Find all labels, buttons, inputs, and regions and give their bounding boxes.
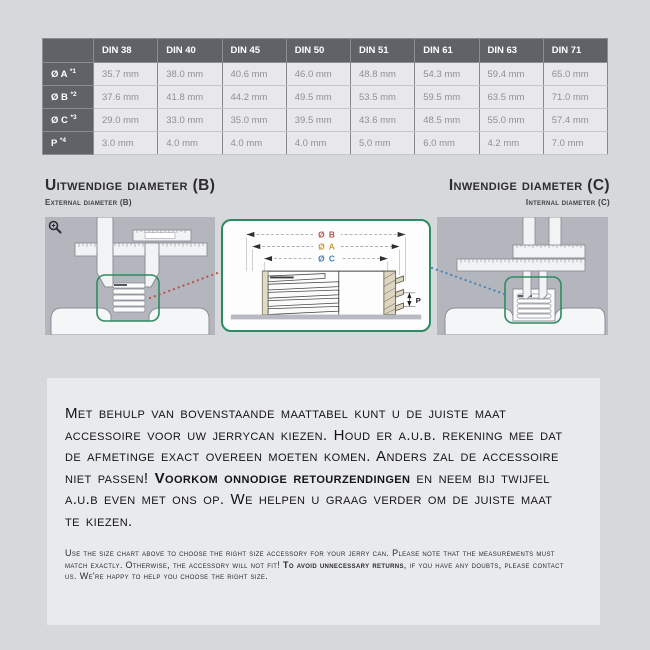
- thread-dimension-diagram: [223, 221, 429, 330]
- table-row: [43, 109, 608, 132]
- table-cell: 48.8 mm: [351, 63, 415, 86]
- column-header: DIN 63: [479, 39, 543, 63]
- table-cell: 4.0 mm: [158, 132, 222, 155]
- table-cell: 4.0 mm: [222, 132, 286, 155]
- column-header: DIN 50: [286, 39, 350, 63]
- table-cell: 35.0 mm: [222, 109, 286, 132]
- table-corner-cell: [43, 39, 94, 63]
- table-cell: 57.4 mm: [543, 109, 607, 132]
- row-label: [43, 109, 94, 132]
- section-title: Uitwendige diameter (B): [45, 177, 216, 194]
- column-header: DIN 40: [158, 39, 222, 63]
- row-label-sup: *1: [69, 67, 76, 75]
- table-row: [43, 132, 608, 155]
- row-label-text: Ø A: [51, 69, 68, 81]
- caliper-internal-drawing: [437, 217, 608, 335]
- table-cell: 44.2 mm: [222, 86, 286, 109]
- table-row: [43, 63, 608, 86]
- table-cell: 40.6 mm: [222, 63, 286, 86]
- dutch-note: [65, 403, 566, 532]
- table-cell: 38.0 mm: [158, 63, 222, 86]
- table-row: [43, 86, 608, 109]
- table-cell: 5.0 mm: [351, 132, 415, 155]
- din-size-table: [42, 38, 608, 155]
- table-cell: 37.6 mm: [94, 86, 158, 109]
- instructions-block: [47, 378, 600, 625]
- table-cell: 33.0 mm: [158, 109, 222, 132]
- column-header: DIN 45: [222, 39, 286, 63]
- table-cell: 43.6 mm: [351, 109, 415, 132]
- table-cell: 4.0 mm: [286, 132, 350, 155]
- table-cell: 59.5 mm: [415, 86, 479, 109]
- dim-label-a: Ø A: [318, 242, 336, 252]
- table-cell: 35.7 mm: [94, 63, 158, 86]
- row-label: [43, 86, 94, 109]
- row-label-text: P: [51, 138, 58, 150]
- dutch-note-bold: Voorkom onnodige retourzendingen: [154, 469, 411, 487]
- table-cell: 39.5 mm: [286, 109, 350, 132]
- magnifier-icon[interactable]: [48, 220, 62, 234]
- external-measurement-photo: [45, 217, 215, 335]
- external-diameter-heading: [45, 178, 215, 207]
- row-label-text: Ø C: [51, 115, 68, 127]
- dimension-diagram-card: [221, 219, 431, 332]
- table-cell: 71.0 mm: [543, 86, 607, 109]
- table-cell: 7.0 mm: [543, 132, 607, 155]
- table-cell: 53.5 mm: [351, 86, 415, 109]
- internal-measurement-photo: [437, 217, 608, 335]
- table-cell: 63.5 mm: [479, 86, 543, 109]
- column-header: DIN 51: [351, 39, 415, 63]
- table-cell: 48.5 mm: [415, 109, 479, 132]
- table-cell: 49.5 mm: [286, 86, 350, 109]
- section-subtitle: External diameter (B): [45, 198, 132, 207]
- row-label-text: Ø B: [51, 92, 68, 104]
- row-label-sup: *2: [70, 90, 77, 98]
- row-label-sup: *3: [70, 113, 77, 121]
- dim-label-p: P: [415, 296, 421, 305]
- table-cell: 4.2 mm: [479, 132, 543, 155]
- table-cell: 3.0 mm: [94, 132, 158, 155]
- row-label: [43, 132, 94, 155]
- table-cell: 29.0 mm: [94, 109, 158, 132]
- dim-label-c: Ø C: [318, 254, 336, 264]
- english-note-bold: To avoid unnecessary returns: [282, 559, 404, 570]
- table-cell: 59.4 mm: [479, 63, 543, 86]
- section-title: Inwendige diameter (C): [448, 177, 610, 194]
- row-label-sup: *4: [59, 136, 66, 144]
- english-note-text: Use the size chart above to choose the right size accessory for your jerry can. Please note that the measurements must match exactly. Otherwise, the accessory will not fit!: [65, 548, 555, 570]
- table-header-row: [43, 39, 608, 63]
- english-note-text: , if you have any doubts, please contact us. We're happy to help you choose the right size.: [65, 559, 564, 581]
- english-note: [65, 548, 566, 583]
- column-header: DIN 71: [543, 39, 607, 63]
- table-cell: 41.8 mm: [158, 86, 222, 109]
- column-header: DIN 38: [94, 39, 158, 63]
- table-cell: 6.0 mm: [415, 132, 479, 155]
- section-subtitle: Internal diameter (C): [525, 198, 610, 207]
- table-cell: 55.0 mm: [479, 109, 543, 132]
- dutch-note-text: Met behulp van bovenstaande maattabel kunt u de juiste maat accessoire voor uw jerrycan kiezen. Houd er a.u.b. rekening mee dat de afmetinge exact overeen moeten komen. Anders zal de accessoire niet passen!: [65, 405, 563, 487]
- table-cell: 46.0 mm: [286, 63, 350, 86]
- table-cell: 54.3 mm: [415, 63, 479, 86]
- dutch-note-text: en neem bij twijfel a.u.b even met ons op. We helpen u graag verder om de juiste maat te kiezen.: [65, 469, 553, 530]
- table-cell: 65.0 mm: [543, 63, 607, 86]
- row-label: [43, 63, 94, 86]
- caliper-external-drawing: [45, 217, 215, 335]
- column-header: DIN 61: [415, 39, 479, 63]
- internal-diameter-heading: [449, 178, 610, 207]
- dim-label-b: Ø B: [318, 230, 336, 240]
